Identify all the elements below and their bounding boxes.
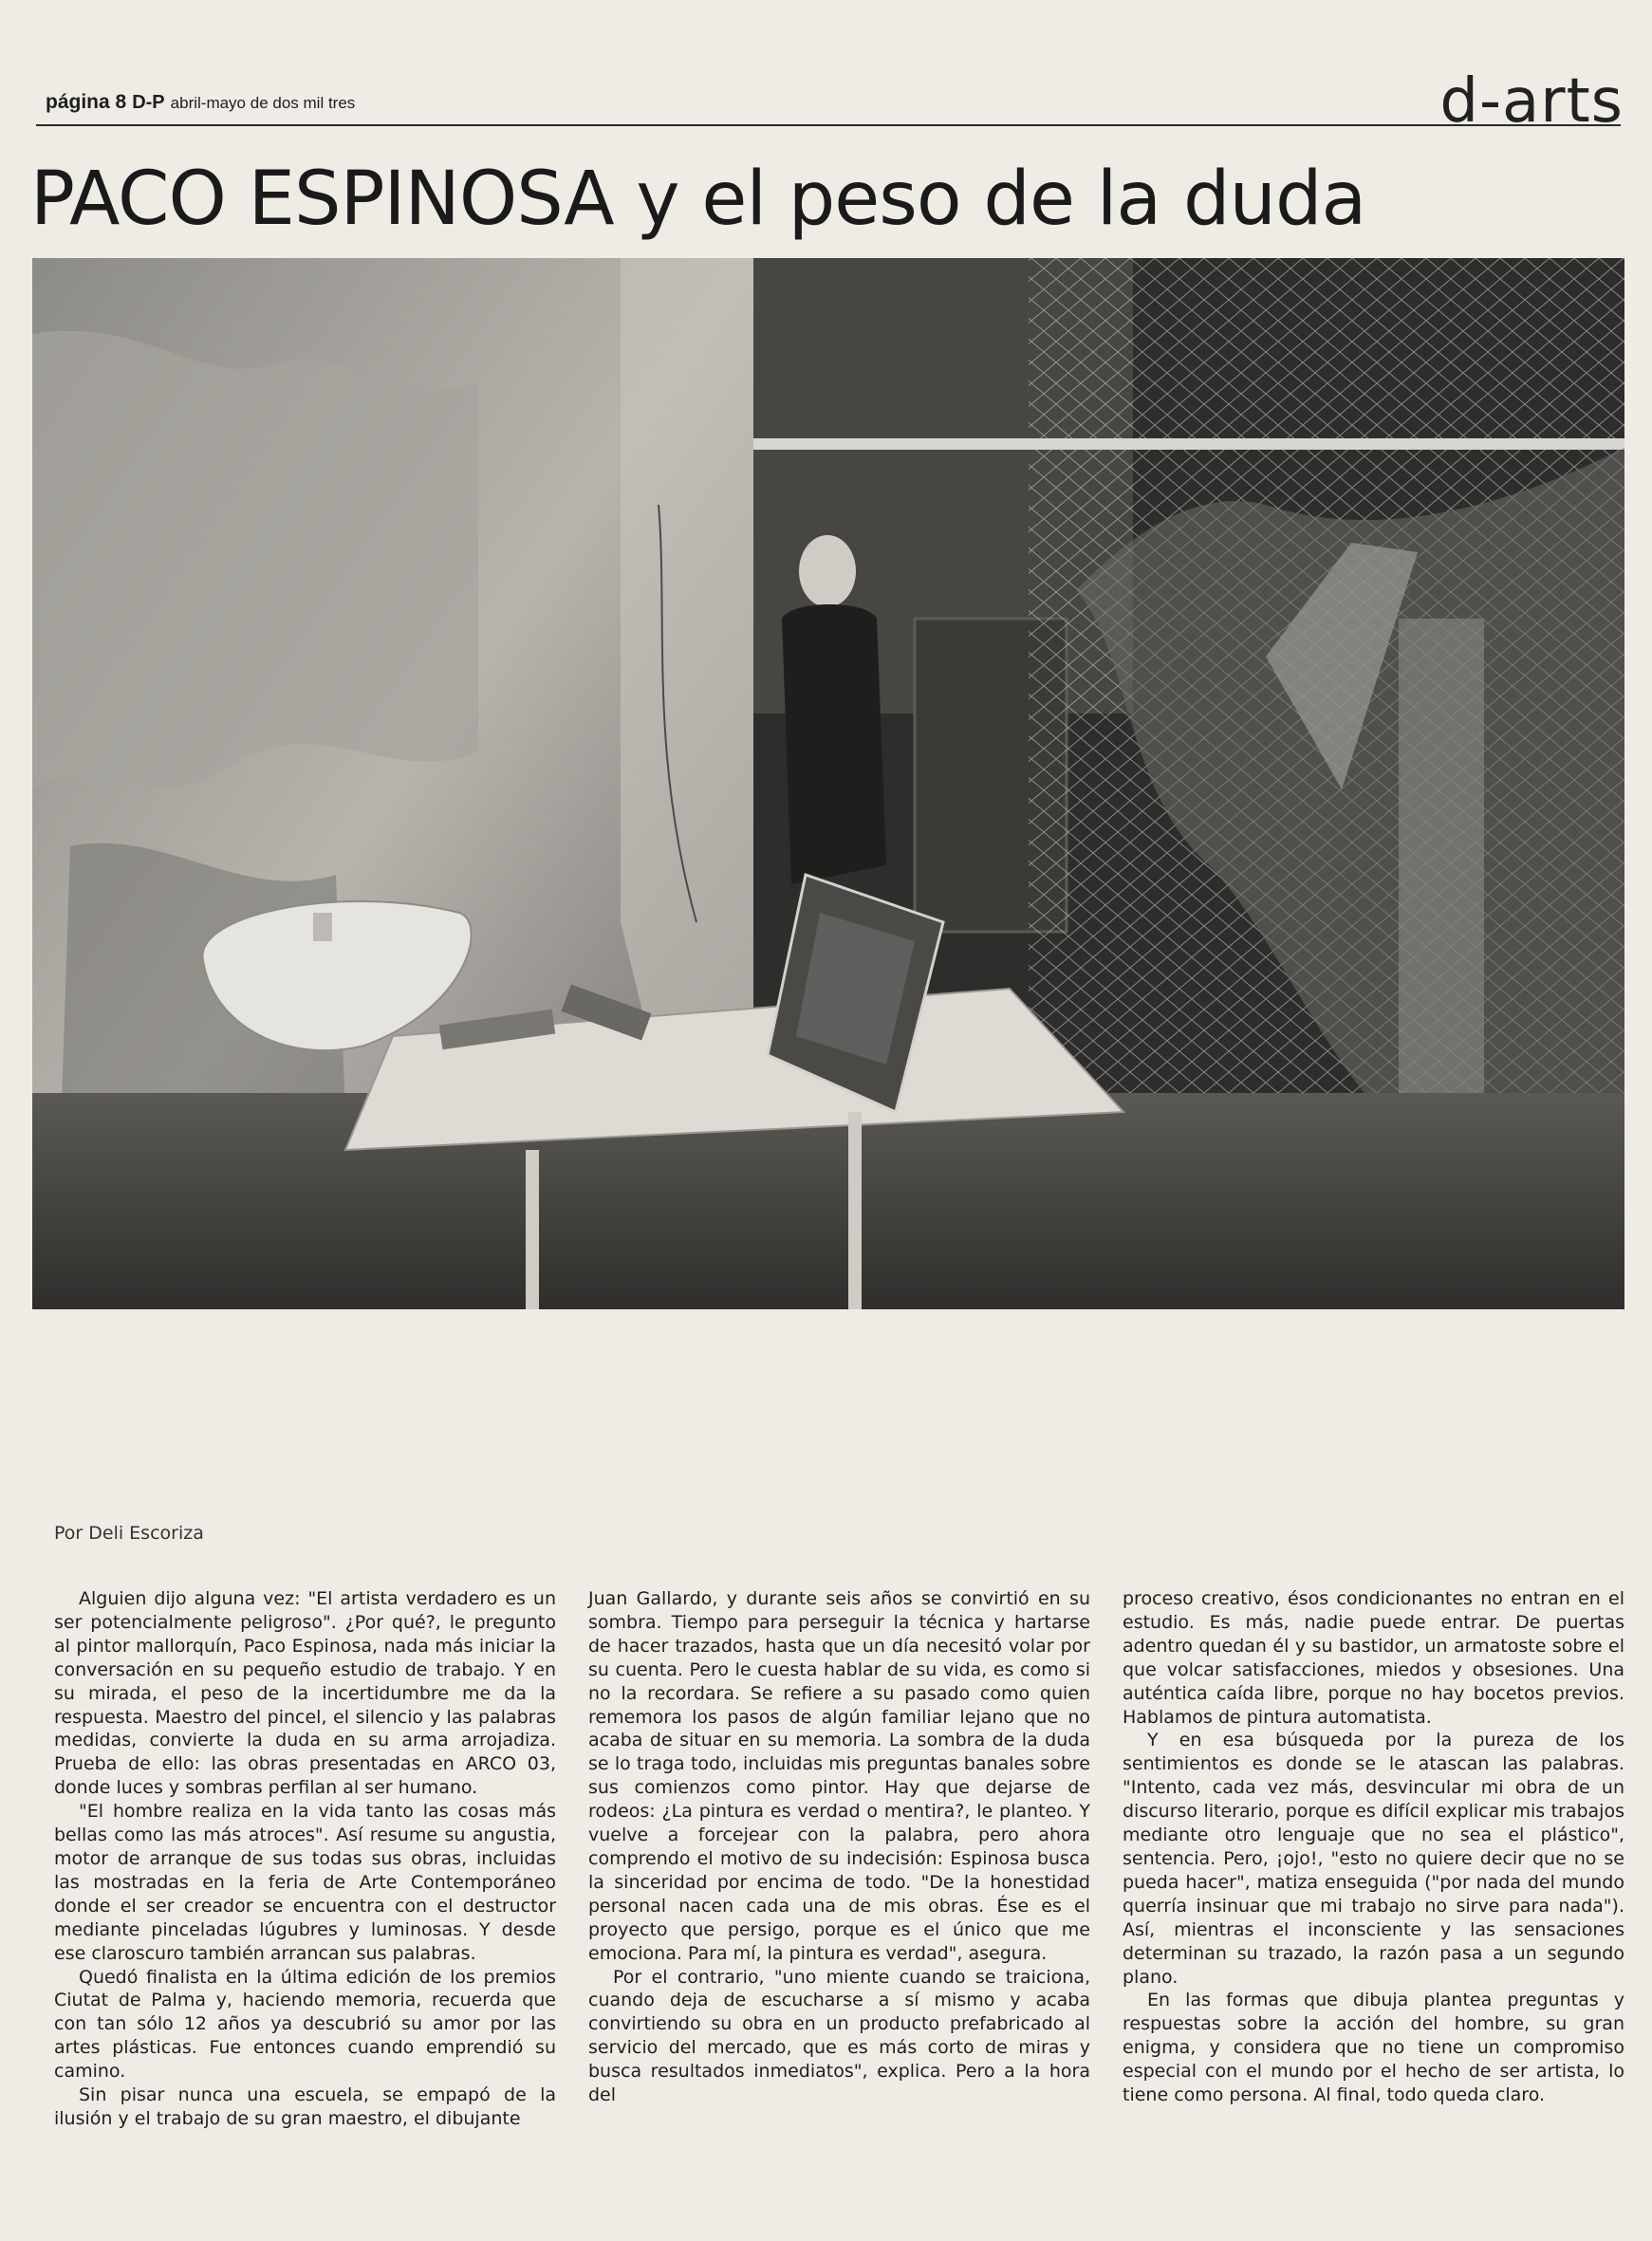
- text-column-3: [1123, 1587, 1624, 2131]
- text-column-2: [588, 1587, 1090, 2131]
- paragraph: Y en esa búsqueda por la pureza de los sentimientos es donde se le atascan las palabras. "Intento, cada vez más, desvincular mi obra de un discurso literario, porque es difícil explicar mis trabajos mediante otro lenguaje que no sea el plástico", sentencia. Pero, ¡ojo!, "esto no quiere decir que no se pueda hacer", matiza enseguida ("por nada del mundo querría insinuar que mi trabajo no sirve para nada"). Así, mientras el inconsciente y las sensaciones determinan su trazado, la razón pasa a un segundo plano.: [1123, 1730, 1624, 1988]
- article-photo: [32, 258, 1624, 1309]
- paragraph: Por el contrario, "uno miente cuando se traiciona, cuando deja de escucharse a sí mismo y acaba convirtiendo su obra en un producto prefabricado al servicio del mercado, que es más corto de miras y busca resultados inmediatos", explica. Pero a la hora del: [588, 1966, 1090, 2106]
- issue-date: abril-mayo de dos mil tres: [170, 94, 356, 112]
- paragraph: En las formas que dibuja plantea preguntas y respuestas sobre la acción del hombre, su gran enigma, y considera que no tiene un compromiso especial con el mundo por el hecho de ser artista, lo tiene como persona. Al final, todo queda claro.: [1123, 1990, 1624, 2106]
- article-headline: PACO ESPINOSA y el peso de la duda: [30, 157, 1366, 242]
- header-divider: [36, 124, 1621, 126]
- page-number: página 8: [46, 91, 127, 113]
- article-body: [54, 1587, 1624, 2131]
- article-byline: Por Deli Escoriza: [54, 1523, 204, 1544]
- section-title: d-arts: [1439, 66, 1624, 137]
- paragraph: Alguien dijo alguna vez: "El artista verdadero es un ser potencialmente peligroso". ¿Por qué?, le pregunto al pintor mallorquín, Paco Espinosa, nada más iniciar la conversación en su pequeño estudio de trabajo. Y en su mirada, el peso de la incertidumbre me da la respuesta. Maestro del pincel, el silencio y las palabras medidas, convierte la duda en su arma arrojadiza. Prueba de ello: las obras presentadas en ARCO 03, donde luces y sombras perfilan al ser humano.: [54, 1588, 556, 1799]
- paragraph: "El hombre realiza en la vida tanto las cosas más bellas como las más atroces". Así resume su angustia, motor de arranque de sus todas sus obras, incluidas las mostradas en la feria de Arte Contemporáneo donde el ser creador se encuentra con el destructor mediante pinceladas lúgubres y luminosas. Y desde ese claroscuro también arrancan sus palabras.: [54, 1801, 556, 1964]
- paragraph: Juan Gallardo, y durante seis años se convirtió en su sombra. Tiempo para perseguir la técnica y hartarse de hacer trazados, hasta que un día necesitó volar por su cuenta. Pero le cuesta hablar de su vida, es como si no la recordara. Se refiere a su pasado como quien rememora los pasos de algún familiar lejano que no acaba de situar en su memoria. La sombra de la duda se lo traga todo, incluidas mis preguntas banales sobre sus comienzos como pintor. Hay que dejarse de rodeos: ¿La pintura es verdad o mentira?, le planteo. Y vuelve a forcejear con la palabra, pero ahora comprendo el motivo de su indecisión: Espinosa busca la sinceridad por encima de todo. "De la honestidad personal nacen cada una de mis obras. Ése es el proyecto que persigo, porque es el único que me emociona. Para mí, la pintura es verdad", asegura.: [588, 1588, 1090, 1964]
- text-column-1: [54, 1587, 556, 2131]
- paragraph: Quedó finalista en la última edición de los premios Ciutat de Palma y, haciendo memoria, recuerda que con tan sólo 12 años ya descubrió su amor por las artes plásticas. Fue entonces cuando emprendió su camino.: [54, 1966, 556, 2083]
- paragraph: Sin pisar nunca una escuela, se empapó de la ilusión y el trabajo de su gran maestro, el dibujante: [54, 2084, 556, 2129]
- page-header-info: [46, 91, 355, 114]
- paragraph: proceso creativo, ésos condicionantes no entran en el estudio. Es más, nadie puede entrar. De puertas adentro quedan él y su bastidor, un armatoste sobre el que volcar satisfacciones, miedos y obsesiones. Una auténtica caída libre, porque no hay bocetos previos. Hablamos de pintura automatista.: [1123, 1588, 1624, 1728]
- publication-logo: D-P: [132, 92, 165, 113]
